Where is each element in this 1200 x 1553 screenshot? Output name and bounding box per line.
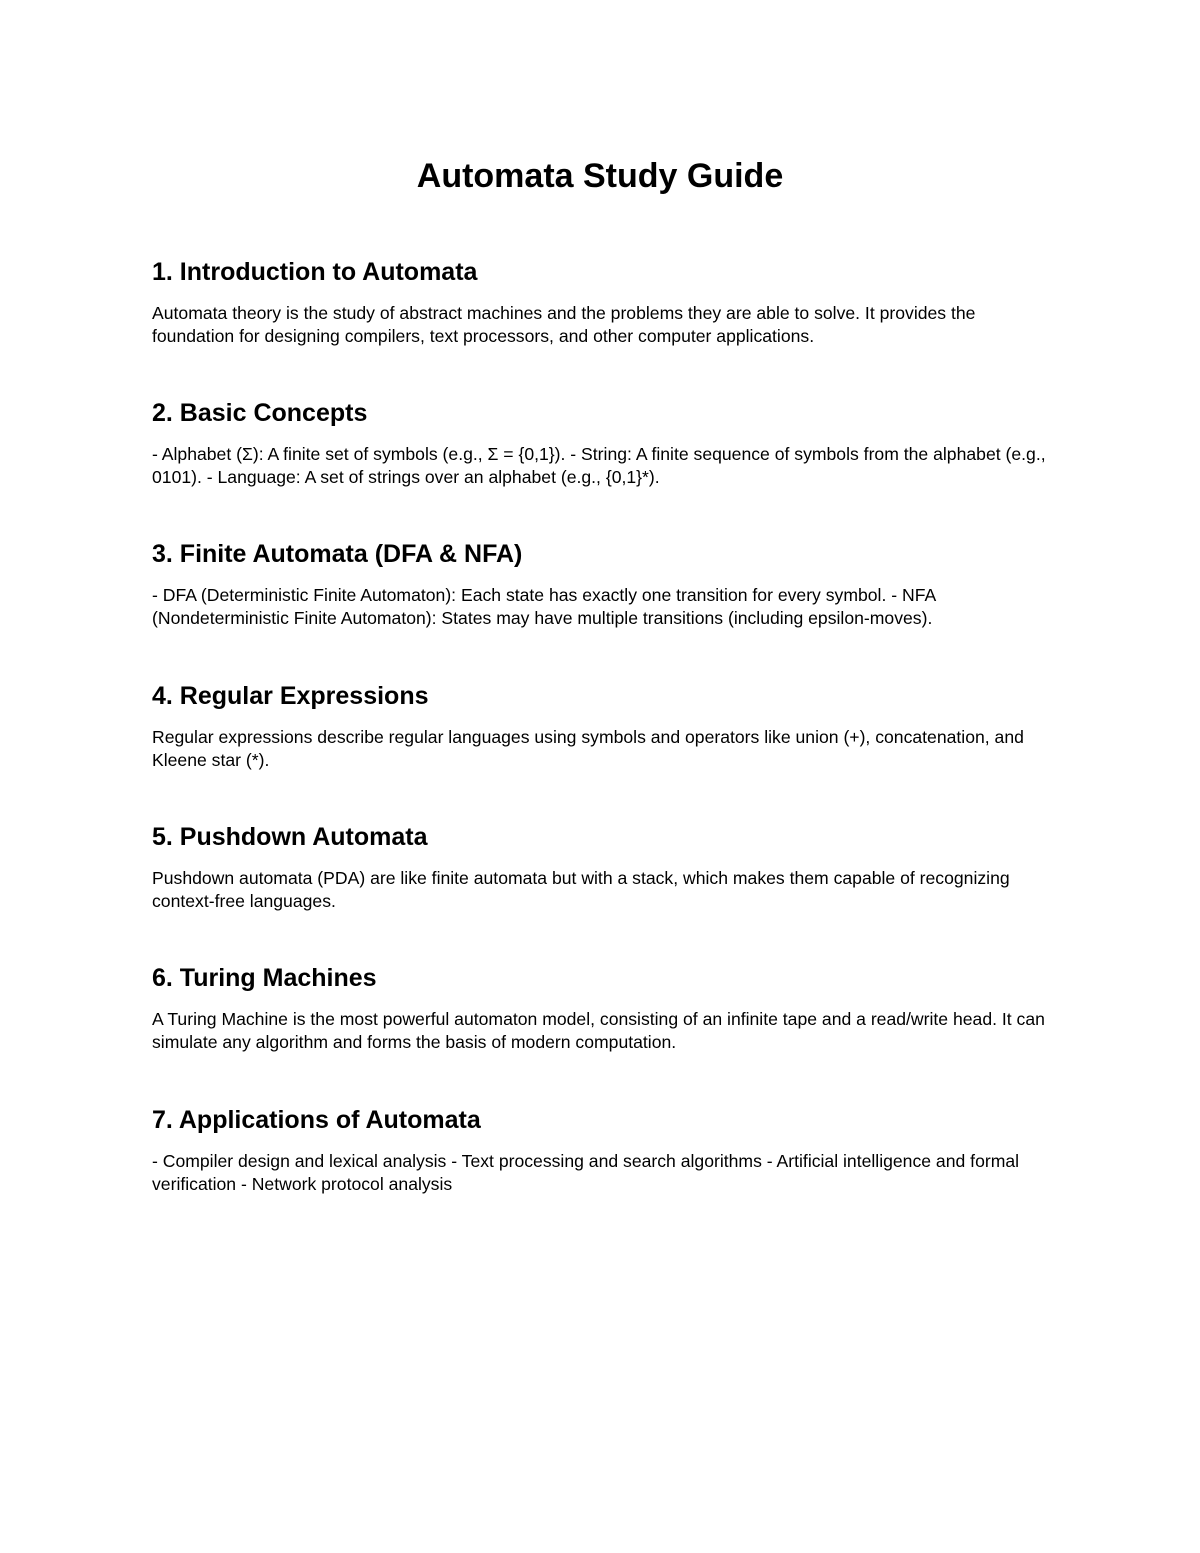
section-heading: 1. Introduction to Automata [152, 258, 478, 286]
section-basic-concepts [152, 397, 1052, 489]
section-applications [152, 1104, 1052, 1196]
section-turing-machines [152, 962, 1052, 1054]
section-body: Regular expressions describe regular languages using symbols and operators like union (+), concatenation, and Kleene star (*). [152, 727, 1024, 770]
section-regular-expressions [152, 680, 1052, 772]
section-finite-automata [152, 538, 1052, 630]
section-heading: 5. Pushdown Automata [152, 823, 428, 851]
section-heading: 2. Basic Concepts [152, 399, 368, 427]
section-body: - Alphabet (Σ): A finite set of symbols (e.g., Σ = {0,1}). - String: A finite sequence of symbols from the alphabet (e.g., 0101). - Language: A set of strings over an alphabet (e.g., {0,1}*). [152, 444, 1046, 487]
section-heading: 6. Turing Machines [152, 964, 377, 992]
section-pushdown-automata [152, 821, 1052, 913]
section-body: Automata theory is the study of abstract machines and the problems they are able to solve. It provides the foundation for designing compilers, text processors, and other computer applications. [152, 303, 976, 346]
section-body: - DFA (Deterministic Finite Automaton): Each state has exactly one transition for every symbol. - NFA (Nondeterministic Finite Automaton): States may have multiple transitions (including epsilon-moves). [152, 585, 936, 628]
section-heading: 4. Regular Expressions [152, 682, 429, 710]
section-introduction [152, 256, 1052, 348]
section-heading: 3. Finite Automata (DFA & NFA) [152, 540, 523, 568]
document-title: Automata Study Guide [416, 157, 784, 195]
section-body: Pushdown automata (PDA) are like finite automata but with a stack, which makes them capable of recognizing context-free languages. [152, 868, 1010, 911]
section-heading: 7. Applications of Automata [152, 1106, 481, 1134]
section-body: - Compiler design and lexical analysis - Text processing and search algorithms - Artificial intelligence and formal verification - Network protocol analysis [152, 1151, 1020, 1194]
section-body: A Turing Machine is the most powerful automaton model, consisting of an infinite tape and a read/write head. It can simulate any algorithm and forms the basis of modern computation. [152, 1009, 1045, 1052]
